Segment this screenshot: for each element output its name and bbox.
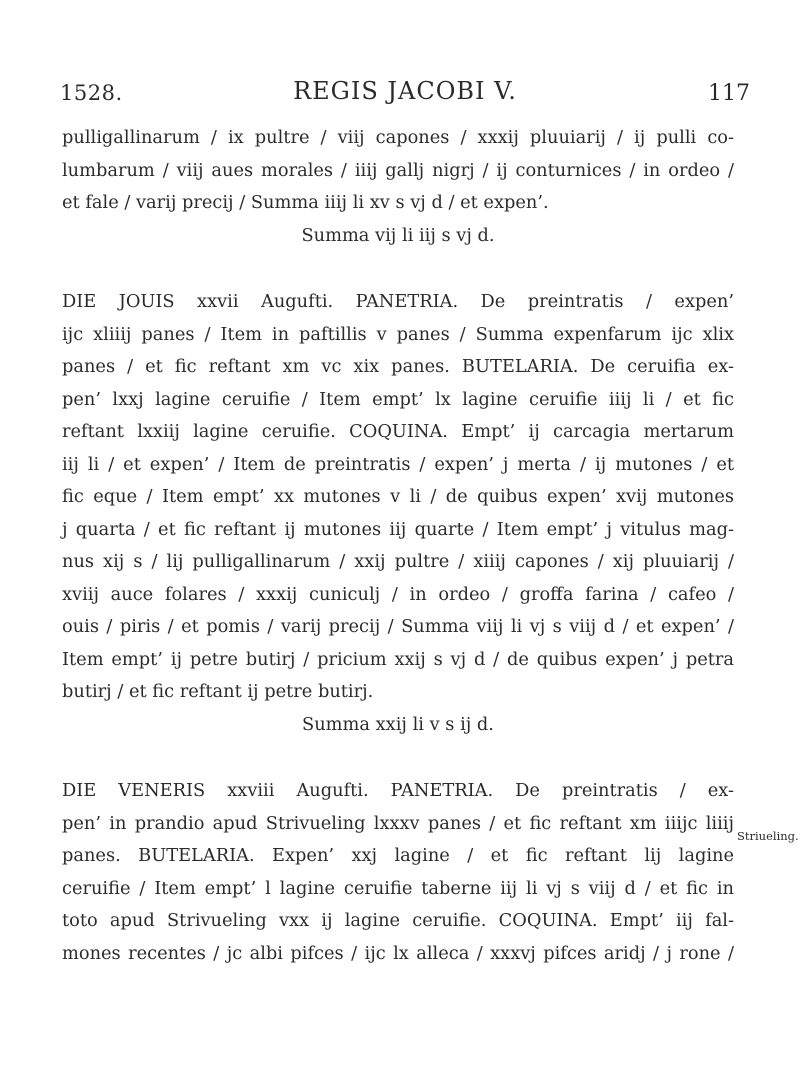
- text-line: panes / et fic reftant xm vc xix panes. BUTELARIA. De ceruifia ex-: [62, 356, 734, 377]
- text-line: ouis / piris / et pomis / varij precij / Summa viij li vj s viij d / et expen’ /: [62, 616, 734, 637]
- text-line: reftant lxxiij lagine ceruifie. COQUINA. Empt’ ij carcagia mertarum: [62, 421, 734, 442]
- text-line: panes. BUTELARIA. Expen’ xxj lagine / et fic reftant lij lagine: [62, 845, 734, 866]
- header-year: 1528.: [60, 81, 123, 105]
- paragraph-2: [62, 286, 734, 741]
- text-line: fic eque / Item empt’ xx mutones v li / de quibus expen’ xvij mutones: [62, 486, 734, 507]
- text-line: pen’ in prandio apud Strivueling lxxxv panes / et fic reftant xm iiijc liiij: [62, 812, 734, 834]
- summa-line: Summa vij li iij s vj d.: [301, 224, 495, 246]
- text-line: Item empt’ ij petre butirj / pricium xxij s vj d / de quibus expen’ j petra: [62, 648, 734, 670]
- paragraph-gap: [62, 252, 734, 286]
- text-line: pen’ lxxj lagine ceruifie / Item empt’ lx lagine ceruifie iiij li / et fic: [62, 388, 734, 410]
- text-line: toto apud Strivueling vxx ij lagine ceruifie. COQUINA. Empt’ iij fal-: [62, 910, 734, 931]
- paragraph-3: [62, 775, 734, 970]
- text-line: DIE VENERIS xxviii Augufti. PANETRIA. De preintratis / ex-: [62, 780, 734, 801]
- text-line: pulligallinarum / ix pultre / viij capones / xxxij pluuiarij / ij pulli co-: [62, 127, 734, 148]
- body-text: [62, 122, 734, 970]
- text-line: j quarta / et fic reftant ij mutones iij quarte / Item empt’ j vitulus mag-: [62, 518, 734, 540]
- page-number: 117: [708, 81, 750, 106]
- text-line: et fale / varij precij / Summa iiij li xv s vj d / et expen’.: [62, 192, 549, 213]
- text-line: xviij auce folares / xxxij cuniculj / in ordeo / groffa farina / cafeo /: [62, 583, 734, 605]
- text-line: ijc xliiij panes / Item in paftillis v panes / Summa expenfarum ijc xlix: [62, 323, 734, 345]
- margin-note: Striueling.: [737, 829, 799, 843]
- text-line: butirj / et fic reftant ij petre butirj.: [62, 681, 374, 702]
- paragraph-1: [62, 122, 734, 252]
- running-header: [60, 77, 750, 111]
- text-line: ceruifie / Item empt’ l lagine ceruifie taberne iij li vj s viij d / et fic in: [62, 877, 734, 899]
- header-title: REGIS JACOBI V.: [293, 77, 517, 105]
- text-line: nus xij s / lij pulligallinarum / xxij pultre / xiiij capones / xij pluuiarij /: [62, 551, 734, 572]
- text-line: mones recentes / jc albi pifces / ijc lx alleca / xxxvj pifces aridj / j rone /: [62, 942, 734, 964]
- summa-line: Summa xxij li v s ij d.: [302, 713, 494, 735]
- text-line: lumbarum / viij aues morales / iiij gallj nigrj / ij conturnices / in ordeo /: [62, 159, 734, 181]
- paragraph-gap: [62, 741, 734, 775]
- text-line: DIE JOUIS xxvii Augufti. PANETRIA. De preintratis / expen’: [62, 291, 734, 312]
- text-line: iij li / et expen’ / Item de preintratis / expen’ j merta / ij mutones / et: [62, 453, 734, 475]
